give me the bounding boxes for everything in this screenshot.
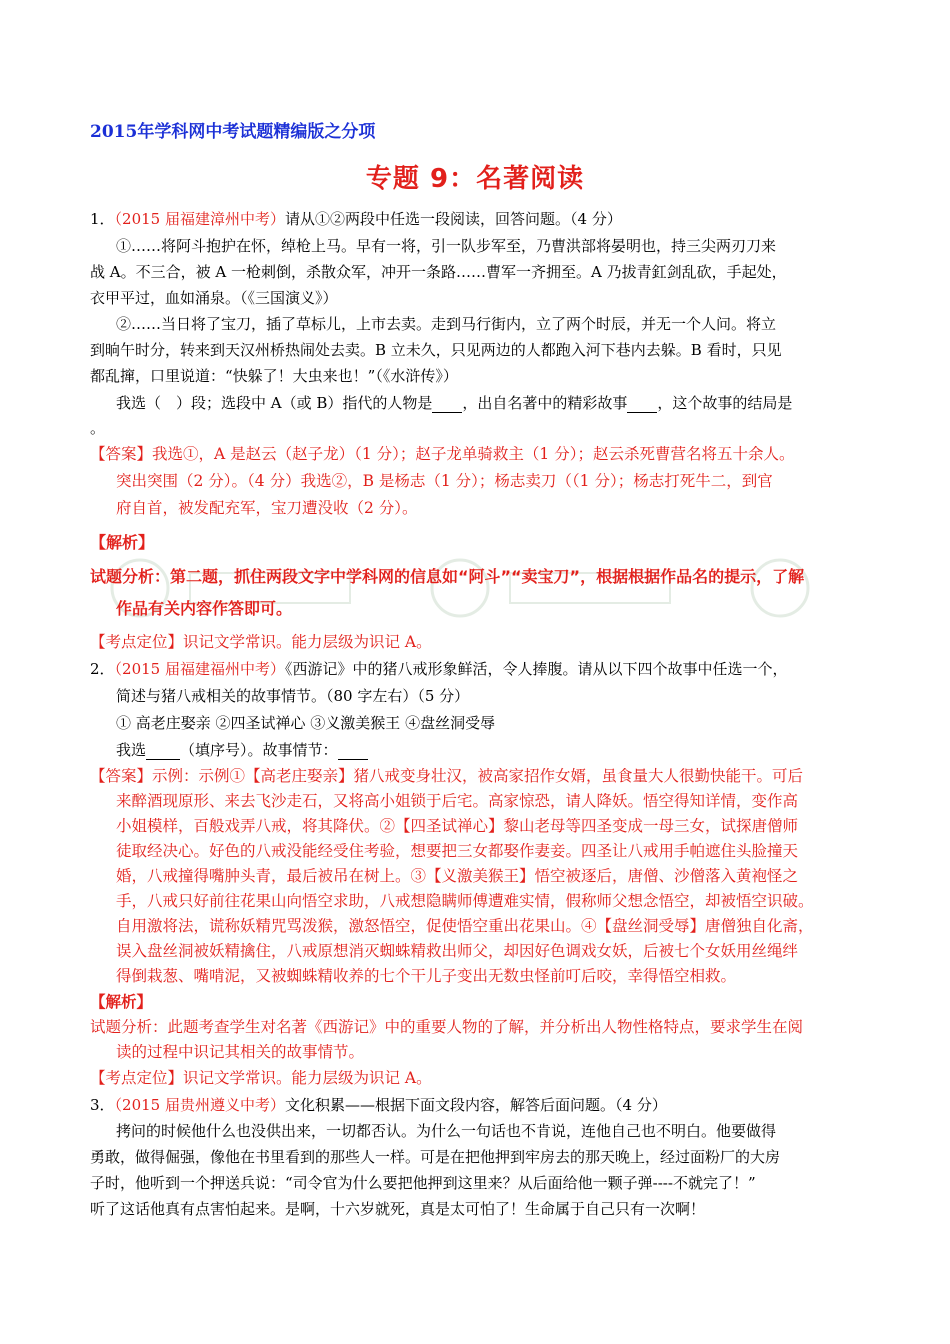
q2-answer-text-1: 示例：示例①【高老庄娶亲】猪八戒变身壮汉，被高家招作女婿，虽食量大人很勤快能干。可后 xyxy=(152,767,804,785)
q1-passage1-line1: ①……将阿斗抱护在怀，绰枪上马。早有一将，引一队步军至，乃曹洪部将晏明也，持三尖两刃刀来 xyxy=(116,237,777,255)
q2-answer-line1 xyxy=(90,766,803,786)
q2-answer-line8: 误入盘丝洞被妖精擒住，八戒原想消灭蜘蛛精救出师父，却因好色调戏女妖，后被七个女妖用丝绳绊 xyxy=(116,942,799,960)
q1-answer-line2: 突出突围（2 分）。（4 分）我选②，B 是杨志（1 分）；杨志卖刀（（1 分）；杨志打死牛二，到官 xyxy=(116,472,773,490)
q1-number: 1． xyxy=(90,210,115,228)
q1-passage2-line3: 都乱撺，口里说道：“快躲了！大虫来也！”（《水浒传》） xyxy=(90,367,458,385)
q2-heading xyxy=(90,659,788,679)
q3-heading xyxy=(90,1095,667,1115)
q1-analysis-line1: 试题分析：第二题，抓住两段文字中学科网的信息如“阿斗”“卖宝刀”，根据根据作品名的提示，了解 xyxy=(90,567,805,586)
q2-answer-line9: 得倒栽葱、嘴啃泥，又被蜘蛛精收养的七个干儿子变出无数虫怪前叮后咬，幸得悟空相救。 xyxy=(116,967,737,985)
q2-kaodian: 【考点定位】识记文学常识。能力层级为识记 A。 xyxy=(90,1069,432,1087)
q2-answer-line3: 小姐模样，百般戏弄八戒，将其降伏。②【四圣试禅心】黎山老母等四圣变成一母三女，试探唐僧师 xyxy=(116,817,799,835)
q2-answer-line6: 手，八戒只好前往花果山向悟空求助，八戒想隐瞒师傅遭难实情，假称师父想念悟空，却被悟空识破。 xyxy=(116,892,814,910)
q1-passage1-line3: 衣甲平过，血如涌泉。（《三国演义》） xyxy=(90,289,338,307)
q1-question-end: 。 xyxy=(90,419,106,437)
q1-kaodian: 【考点定位】识记文学常识。能力层级为识记 A。 xyxy=(90,633,432,651)
q2-answer-line7: 自用激将法，谎称妖精咒骂泼猴，激怒悟空，促使悟空重出花果山。④【盘丝洞受辱】唐僧独自化斋， xyxy=(116,917,814,935)
q1-question-part-c: ，这个故事的结局是 xyxy=(657,394,793,412)
q2-choose-part-b: （填序号）。故事情节： xyxy=(180,741,338,759)
page-title: 专题 9：名著阅读 xyxy=(365,164,585,194)
q2-prompt-line2: 简述与猪八戒相关的故事情节。（80 字左右）（5 分） xyxy=(116,687,470,705)
q1-heading xyxy=(90,209,622,229)
q2-analysis-label: 【解析】 xyxy=(90,992,153,1011)
q2-choose-part-a: 我选 xyxy=(116,741,147,759)
q1-passage2-line2: 到晌午时分，转来到天汉州桥热闹处去卖。B 立未久，只见两边的人都跑入河下巷内去躲。B 看时，只见 xyxy=(90,341,782,359)
q1-answer-text-1: 我选①，A 是赵云（赵子龙）（1 分）；赵子龙单骑救主（1 分）；赵云杀死曹营名将五十余人。 xyxy=(152,445,795,463)
q1-prompt: 请从①②两段中任选一段阅读，回答问题。（4 分） xyxy=(285,210,622,228)
q1-blank-story[interactable] xyxy=(627,412,657,413)
q2-blank-plot[interactable] xyxy=(338,759,368,760)
q3-passage-line1: 拷问的时候他什么也没供出来，一切都否认。为什么一句话也不肯说，连他自己也不明白。他要做得 xyxy=(116,1122,777,1140)
q3-source: （2015 届贵州遵义中考） xyxy=(114,1096,285,1114)
q1-analysis-line2: 作品有关内容作答即可。 xyxy=(116,599,293,618)
q1-analysis-label: 【解析】 xyxy=(90,533,155,552)
q1-passage1-line2: 战 A。不三合，被 A 一枪刺倒，杀散众军，冲开一条路……曹军一齐拥至。A 乃拔青釭剑乱砍，手起处， xyxy=(90,263,787,281)
q1-passage2-line1: ②……当日将了宝刀，插了草标儿，上市去卖。走到马行街内，立了两个时辰，并无一个人问。将立 xyxy=(116,315,777,333)
q1-answer-line1 xyxy=(90,444,794,464)
document-header: 2015年学科网中考试题精编版之分项 xyxy=(90,122,376,142)
q1-answer-label: 【答案】 xyxy=(90,445,153,463)
q3-prompt: 文化积累——根据下面文段内容，解答后面问题。（4 分） xyxy=(285,1096,667,1114)
q2-analysis-line2: 读的过程中识记其相关的故事情节。 xyxy=(116,1043,365,1061)
q3-passage-line2: 勇敢，做得倔强，像他在书里看到的那些人一样。可是在把他押到牢房去的那天晚上，经过面粉厂的大房 xyxy=(90,1148,781,1166)
q1-answer-line3: 府自首，被发配充军，宝刀遭没收（2 分）。 xyxy=(116,499,418,517)
q1-blank-person[interactable] xyxy=(432,412,462,413)
q3-passage-line3: 子时，他听到一个押送兵说：“司令官为什么要把他押到这里来？从后面给他一颗子弹----不就完了！” xyxy=(90,1174,756,1192)
q2-answer-line2: 来醉酒现原形、来去飞沙走石，又将高小姐锁于后宅。高家惊恐，请人降妖。悟空得知详情，变作高 xyxy=(116,792,799,810)
q2-source: （2015 届福建福州中考） xyxy=(114,660,285,678)
q1-question xyxy=(116,393,792,413)
q1-question-part-a: 我选（ ）段；选段中 A（或 B）指代的人物是 xyxy=(116,394,433,412)
q1-question-part-b: ，出自名著中的精彩故事 xyxy=(462,394,628,412)
q2-blank-number[interactable] xyxy=(146,759,180,760)
q2-prompt-line1: 《西游记》中的猪八戒形象鲜活，令人捧腹。请从以下四个故事中任选一个， xyxy=(285,660,788,678)
q3-passage-line4: 听了这话他真有点害怕起来。是啊，十六岁就死，真是太可怕了！生命属于自己只有一次啊！ xyxy=(90,1200,706,1218)
q2-options: ① 高老庄娶亲 ②四圣试禅心 ③义激美猴王 ④盘丝洞受辱 xyxy=(116,714,496,732)
q1-source: （2015 届福建漳州中考） xyxy=(114,210,285,228)
q2-answer-line5: 婚，八戒撞得嘴肿头青，最后被吊在树上。③【义激美猴王】悟空被逐后，唐僧、沙僧落入黄袍怪之 xyxy=(116,867,799,885)
q2-analysis-line1: 试题分析：此题考查学生对名著《西游记》中的重要人物的了解，并分析出人物性格特点，要求学生在阅 xyxy=(90,1018,804,1036)
q2-choose xyxy=(116,740,368,760)
q3-number: 3． xyxy=(90,1096,115,1114)
q2-answer-line4: 徒取经决心。好色的八戒没能经受住考验，想要把三女都娶作妻妾。四圣让八戒用手帕遮住头脸撞天 xyxy=(116,842,799,860)
q2-answer-label: 【答案】 xyxy=(90,767,153,785)
q2-number: 2． xyxy=(90,660,115,678)
